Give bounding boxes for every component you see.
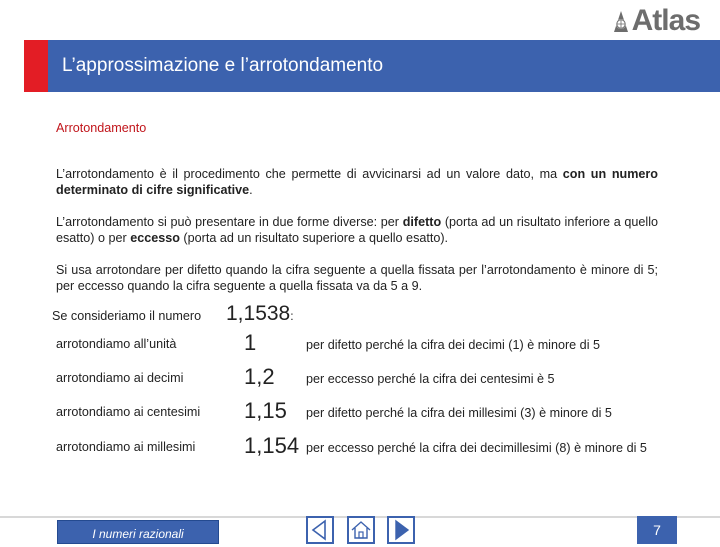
- page-number: 7: [637, 516, 677, 544]
- p1-text-a: L’arrotondamento è il procedimento che permette di avvicinarsi ad un valore dato, ma: [56, 167, 563, 181]
- paragraph-forms: [56, 214, 658, 246]
- rounding-row-value: 1,154: [244, 433, 300, 458]
- paragraph-rule: Si usa arrotondare per difetto quando la cifra seguente a quella fissata per l’arrotondamento è minore di 5; per eccesso quando la cifra seguente a quella fissata va da 5 a 9.: [56, 263, 658, 293]
- rounding-row-explanation: per eccesso perché la cifra dei centesimi è 5: [306, 372, 555, 386]
- rounding-row-explanation: per difetto perché la cifra dei millesimi (3) è minore di 5: [306, 406, 612, 420]
- rounding-row-value: 1,15: [244, 398, 287, 423]
- paragraph-definition: [56, 166, 658, 198]
- home-icon: [349, 518, 373, 542]
- example-intro: Se consideriamo il numero: [52, 309, 202, 323]
- footer-section-label: [57, 520, 219, 544]
- rounding-row-label: arrotondiamo ai decimi: [56, 371, 184, 385]
- p2-text-a: L’arrotondamento si può presentare in due forme diverse: per: [56, 215, 403, 229]
- footer-section-text: I numeri razionali: [92, 527, 184, 541]
- p2-text-c: (porta ad un risultato inferiore a quello esatto) o per: [56, 215, 658, 245]
- p2-text-eccesso: eccesso: [130, 231, 180, 245]
- page-title: L’approssimazione e l’arrotondamento: [62, 55, 384, 76]
- rounding-row-label: arrotondiamo ai millesimi: [56, 440, 196, 454]
- title-bar: [24, 40, 720, 92]
- rounding-row-label: arrotondiamo ai centesimi: [56, 405, 201, 419]
- prev-arrow-icon: [308, 518, 332, 542]
- logo-globe-icon: [612, 10, 630, 32]
- example-number: [226, 302, 294, 326]
- rounding-row-label: arrotondiamo all’unità: [56, 337, 177, 351]
- p1-text-bold: con un numero determinato di cifre significative: [56, 167, 658, 197]
- rounding-row-value: 1,2: [244, 364, 275, 389]
- logo-text: Atlas: [631, 4, 700, 37]
- rounding-row-explanation: per difetto perché la cifra dei decimi (1) è minore di 5: [306, 338, 600, 352]
- example-number-value: 1,1538: [226, 302, 291, 325]
- section-heading: Arrotondamento: [56, 121, 147, 135]
- rounding-row-explanation: per eccesso perché la cifra dei decimillesimi (8) è minore di 5: [306, 441, 647, 455]
- example-number-colon: :: [290, 309, 294, 323]
- p1-text-c: .: [249, 183, 253, 197]
- page-title-area: [48, 40, 720, 92]
- p2-text-e: (porta ad un risultato superiore a quello esatto).: [179, 231, 449, 245]
- p2-text-difetto: difetto: [402, 215, 442, 229]
- next-arrow-icon: [389, 518, 413, 542]
- title-accent: [24, 40, 48, 92]
- rounding-row-value: 1: [244, 330, 257, 355]
- atlas-logo: [612, 4, 700, 38]
